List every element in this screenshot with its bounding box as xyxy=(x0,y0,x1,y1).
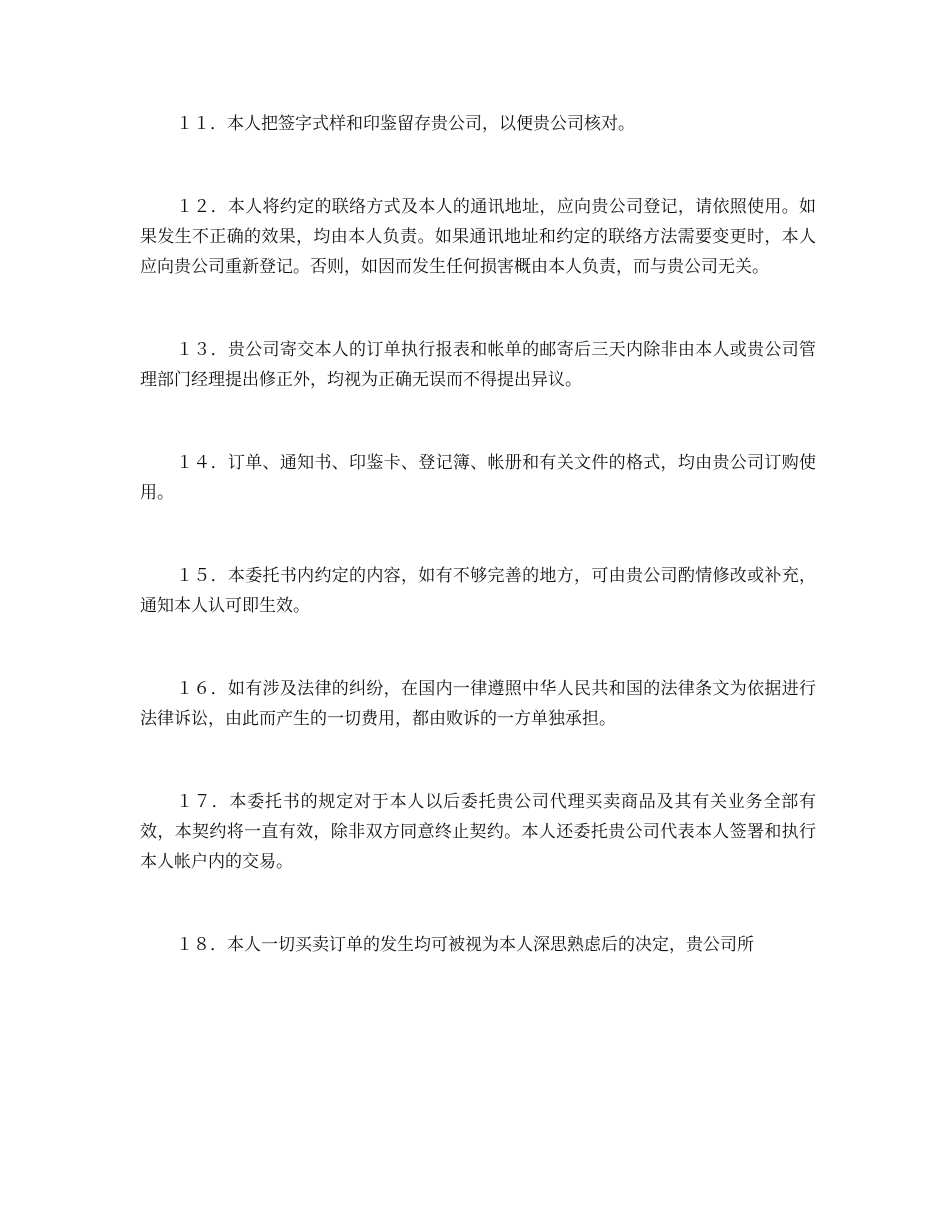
clause-15 xyxy=(140,561,816,621)
clause-17 xyxy=(140,787,816,877)
document-body xyxy=(140,109,816,1013)
clause-13 xyxy=(140,335,816,395)
clause-text: 订单、通知书、印鉴卡、登记簿、帐册和有关文件的格式，均由贵公司订购使用。 xyxy=(140,453,817,503)
clause-text: 贵公司寄交本人的订单执行报表和帐单的邮寄后三天内除非由本人或贵公司管理部门经理提出修正外，均视为正确无误而不得提出异议。 xyxy=(140,340,817,390)
clause-number: １５． xyxy=(176,566,228,586)
clause-11 xyxy=(140,109,816,139)
clause-text: 本人把签字式样和印鉴留存贵公司，以便贵公司核对。 xyxy=(227,114,635,134)
clause-number: １４． xyxy=(176,453,228,473)
clause-number: １６． xyxy=(176,679,228,699)
clause-text: 如有涉及法律的纠纷，在国内一律遵照中华人民共和国的法律条文为依据进行法律诉讼，由此而产生的一切费用，都由败诉的一方单独承担。 xyxy=(140,679,817,729)
clause-text: 本人将约定的联络方式及本人的通讯地址，应向贵公司登记，请依照使用。如果发生不正确的效果，均由本人负责。如果通讯地址和约定的联络方法需要变更时，本人应向贵公司重新登记。否则，如因而发生任何损害概由本人负责，而与贵公司无关。 xyxy=(140,197,817,277)
clause-text: 本委托书内约定的内容，如有不够完善的地方，可由贵公司酌情修改或补充，通知本人认可即生效。 xyxy=(140,566,817,616)
clause-12 xyxy=(140,192,816,282)
clause-text: 本人一切买卖订单的发生均可被视为本人深思熟虑后的决定，贵公司所 xyxy=(227,935,754,955)
clause-number: １２． xyxy=(176,197,228,217)
clause-14 xyxy=(140,448,816,508)
clause-number: １３． xyxy=(176,340,228,360)
clause-number: １８． xyxy=(176,935,227,955)
clause-number: １１． xyxy=(176,114,227,134)
clause-number: １７． xyxy=(176,792,230,812)
clause-text: 本委托书的规定对于本人以后委托贵公司代理买卖商品及其有关业务全部有效，本契约将一直有效，除非双方同意终止契约。本人还委托贵公司代表本人签署和执行本人帐户内的交易。 xyxy=(140,792,817,872)
clause-16 xyxy=(140,674,816,734)
clause-18 xyxy=(140,930,816,960)
